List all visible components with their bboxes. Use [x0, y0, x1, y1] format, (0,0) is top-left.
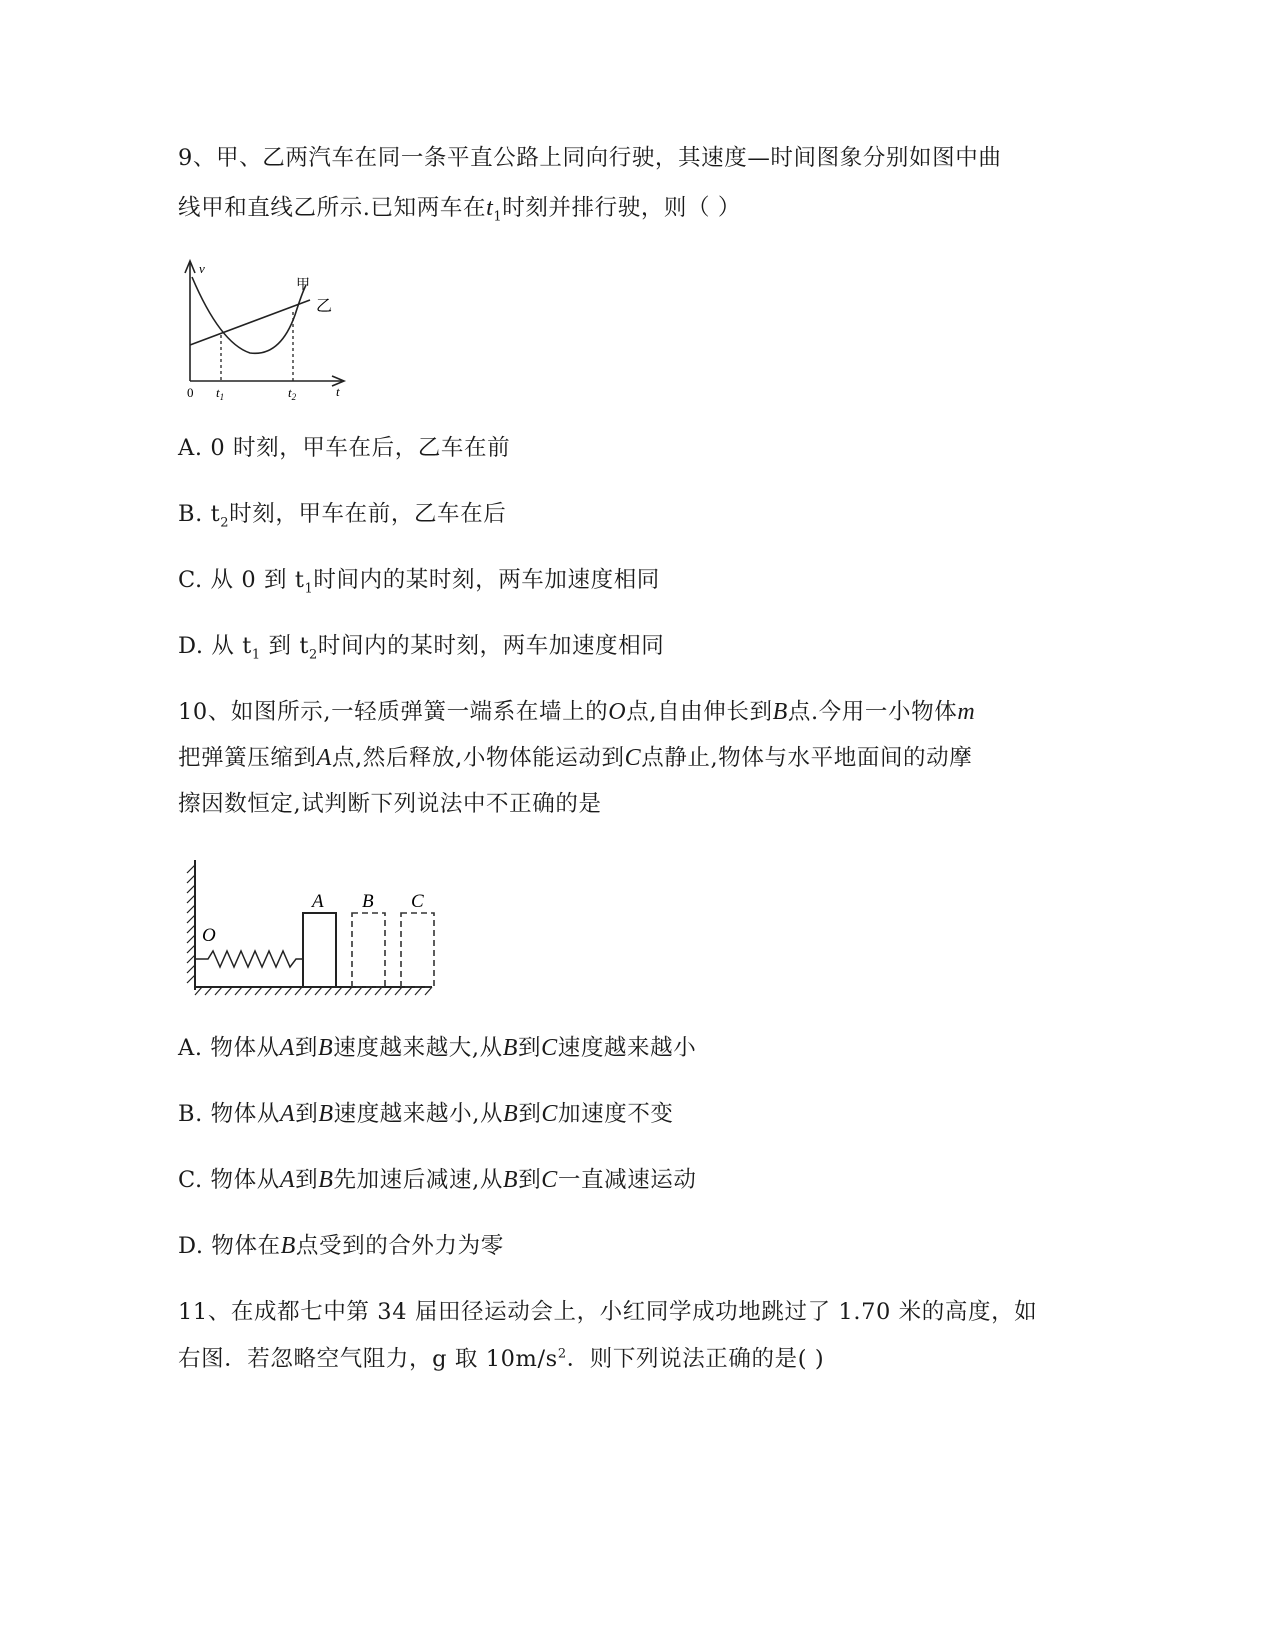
q9-option-b: B. $t_2$时刻，甲车在前，乙车在后 [178, 501, 507, 531]
q9-option-d: D. 从 $t_1$ 到 $t_2$时间内的某时刻，两车加速度相同 [178, 633, 665, 663]
q10-stem-line3: 擦因数恒定,试判断下列说法中不正确的是 [178, 791, 602, 817]
curve-jia [192, 277, 306, 353]
ground-hatching [195, 987, 432, 995]
q10-option-a: A. 物体从A到B速度越来越大,从B到C速度越来越小 [178, 1035, 697, 1061]
q11-stem-line1: 11、在成都七中第 34 届田径运动会上，小红同学成功地跳过了 1.70 米的高度，如 [178, 1299, 1038, 1325]
q10-option-d: D. 物体在B点受到的合外力为零 [178, 1233, 504, 1259]
origin-label: 0 [187, 385, 194, 400]
t-axis-label: t [336, 384, 340, 399]
q9-stem-line1 [178, 143, 1001, 173]
t1-label: $t_1$ [216, 385, 225, 400]
q9-velocity-time-graph [170, 255, 360, 400]
c-label: C [411, 891, 424, 912]
a-label: A [312, 891, 324, 912]
q9-stem-text: 9、甲、乙两汽车在同一条平直公路上同向行驶，其速度—时间图象分别如图中曲 [178, 145, 1002, 171]
q9-option-a: A. 0 时刻，甲车在后，乙车在前 [178, 435, 511, 461]
spring [195, 951, 303, 967]
q9-option-c: C. 从 0 到 $t_1$时间内的某时刻，两车加速度相同 [178, 567, 660, 597]
o-label: O [202, 925, 216, 946]
block-a [303, 913, 336, 987]
q10-stem-line1: 10、如图所示,一轻质弹簧一端系在墙上的O点,自由伸长到B点.今用一小物体m [178, 699, 976, 725]
q10-spring-figure [180, 855, 445, 1000]
wall-hatching [187, 865, 195, 983]
q10-option-b: B. 物体从A到B速度越来越小,从B到C加速度不变 [178, 1101, 674, 1127]
q10-stem-line2: 把弹簧压缩到A点,然后释放,小物体能运动到C点静止,物体与水平地面间的动摩 [178, 745, 973, 771]
q10-option-c: C. 物体从A到B先加速后减速,从B到C一直减速运动 [178, 1167, 697, 1193]
v-label: v [199, 261, 205, 276]
b-label: B [362, 891, 374, 912]
q11-stem-line2: 右图．若忽略空气阻力，g 取 $10m/s^2$．则下列说法正确的是( ) [178, 1346, 825, 1372]
t2-label: $t_2$ [288, 385, 297, 400]
jia-label: 甲 [296, 278, 310, 293]
block-c [401, 913, 434, 987]
yi-label: 乙 [316, 298, 333, 315]
block-b [352, 913, 385, 987]
q9-stem-line2: 线甲和直线乙所示.已知两车在$t_1$时刻并排行驶，则（ ） [178, 195, 741, 225]
